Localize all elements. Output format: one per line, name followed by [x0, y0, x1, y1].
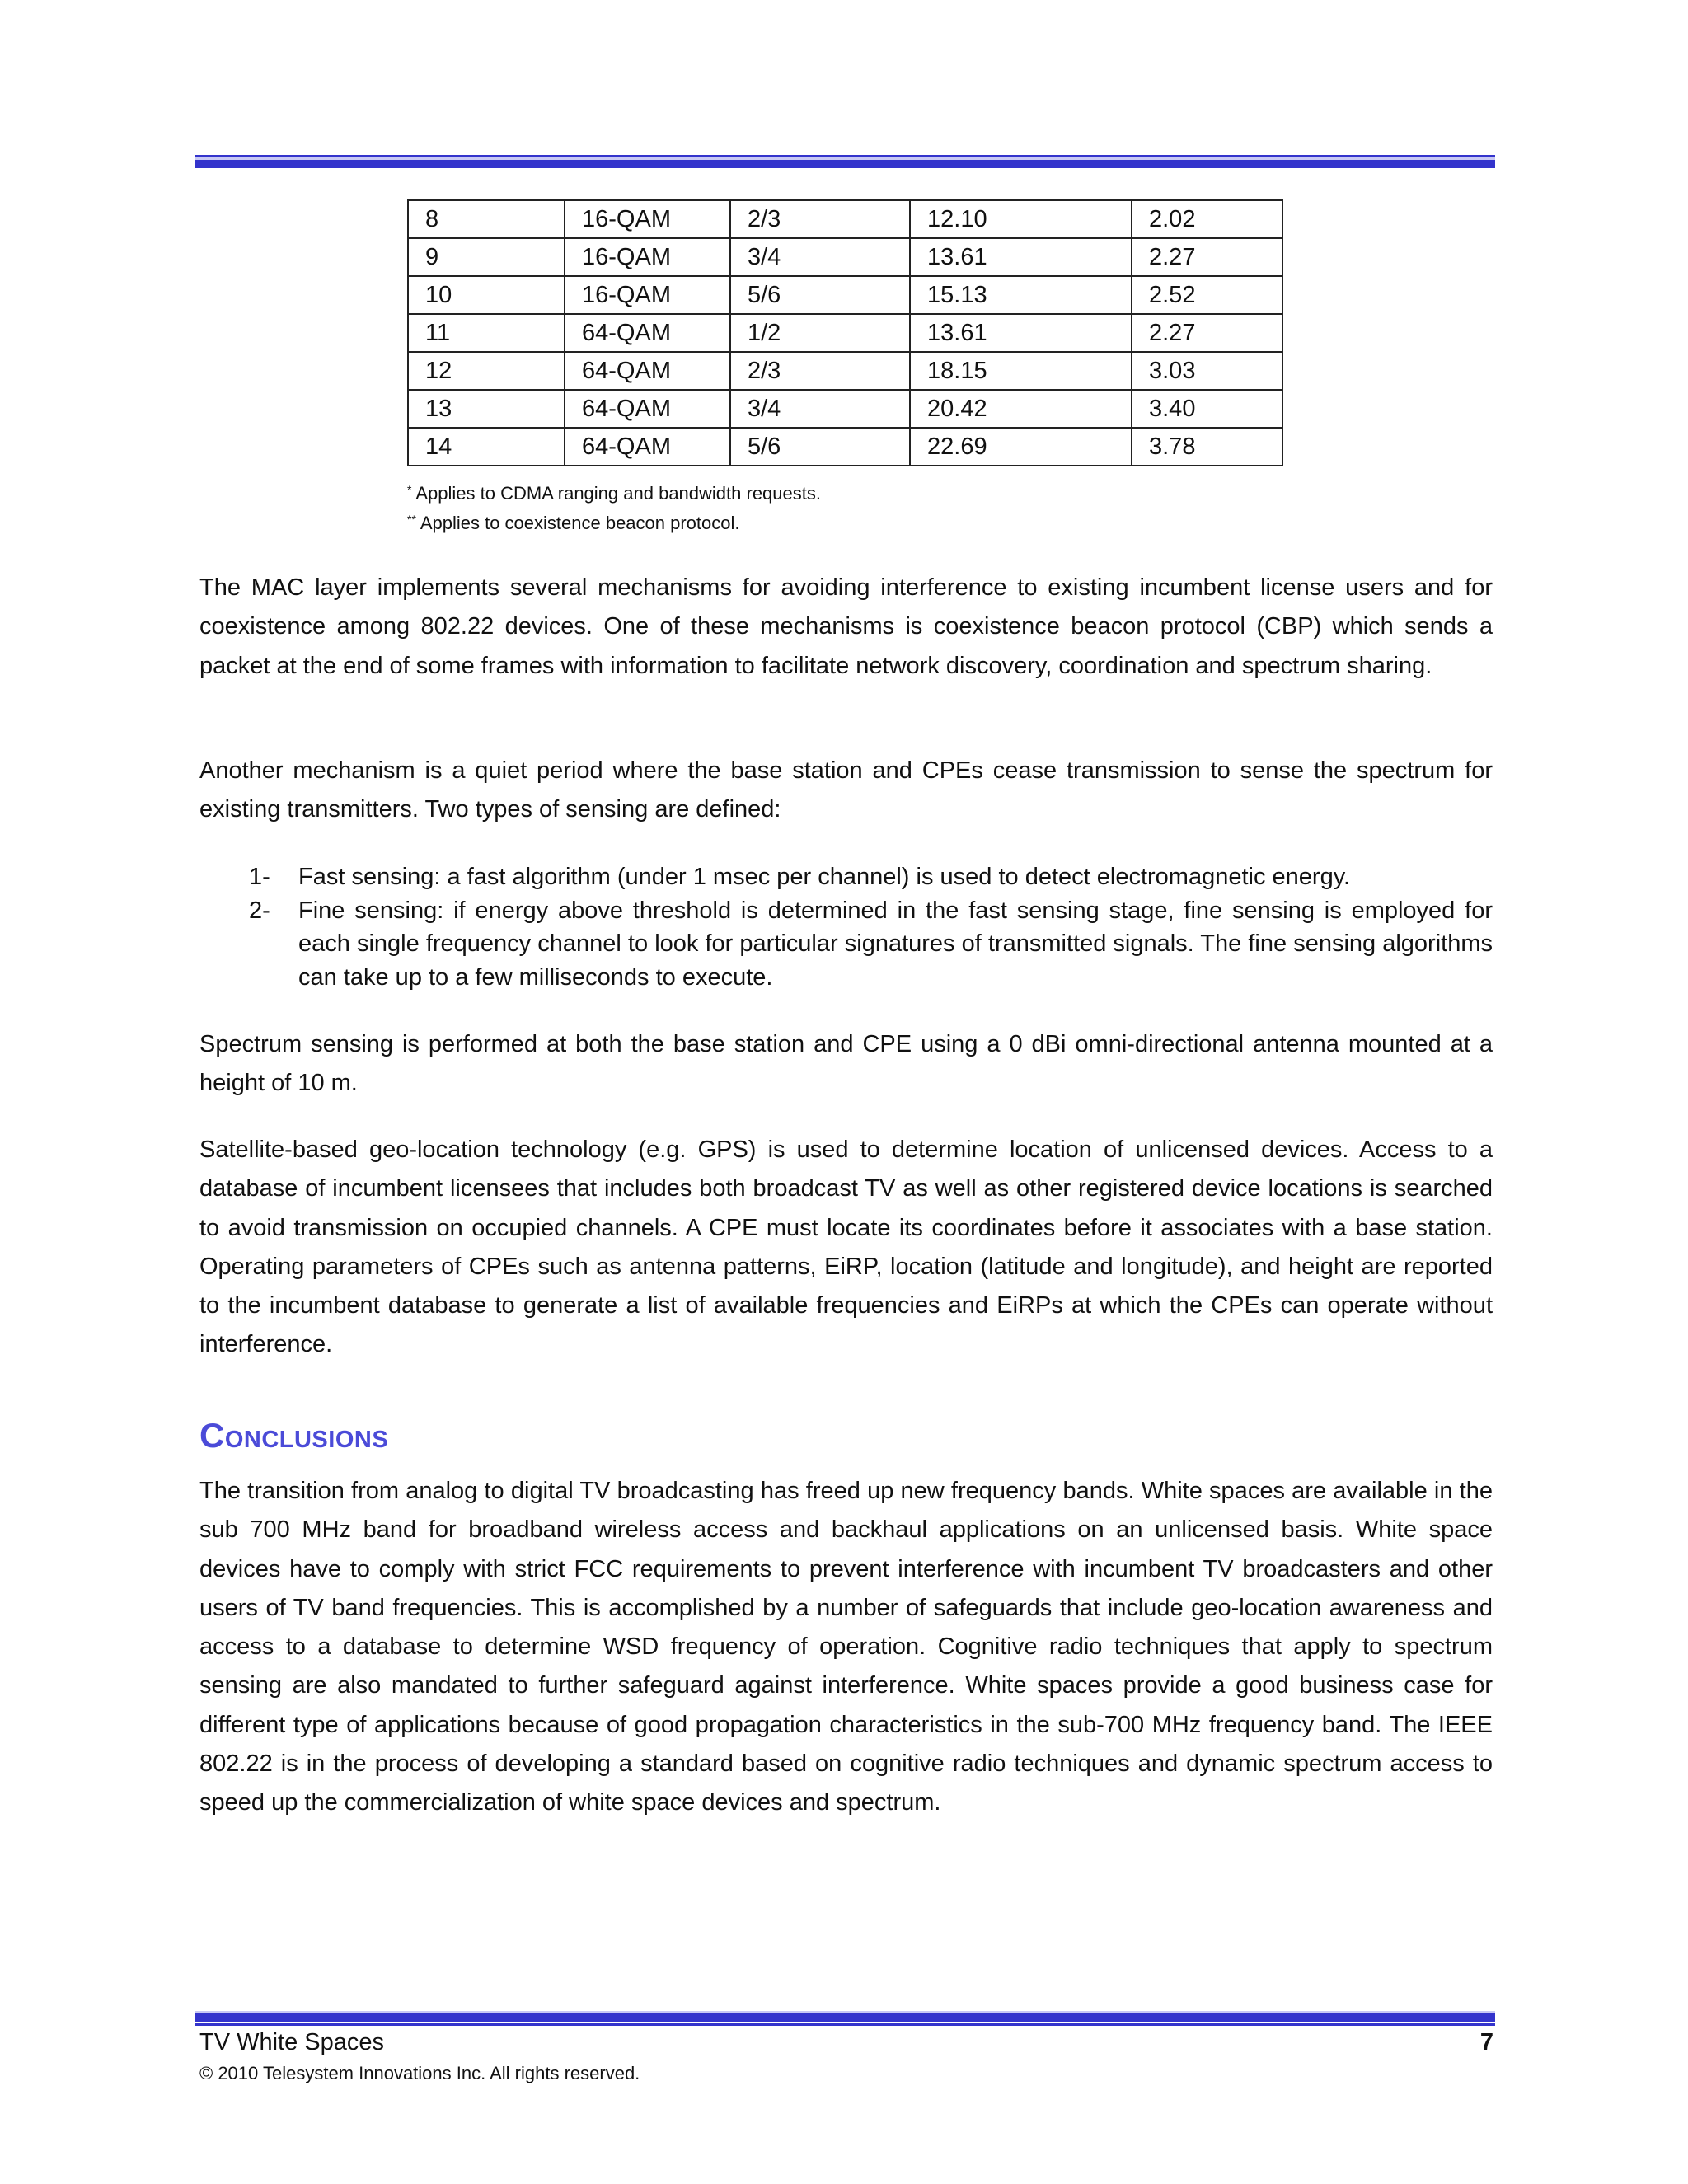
sensing-list: [199, 860, 1493, 994]
table-cell: 2.27: [1132, 314, 1282, 352]
list-item: [199, 860, 1493, 894]
table-cell: 16-QAM: [565, 276, 730, 314]
paragraph-conclusions: The transition from analog to digital TV broadcasting has freed up new frequency bands. White spaces are available in the sub 700 MHz band for broadband wireless access and backhaul applications on an unlicensed basis. White space devices have to comply with strict FCC requirements to prevent interference with incumbent TV broadcasters and other users of TV band frequencies. This is accomplished by a number of safeguards that include geo-location awareness and access to a database to determine WSD frequency of operation. Cognitive radio techniques that apply to spectrum sensing are also mandated to further safeguard against interference. White spaces provide a good business case for different type of applications because of good propagation characteristics in the sub-700 MHz frequency band. The IEEE 802.22 is in the process of developing a standard based on cognitive radio techniques and dynamic spectrum access to speed up the commercialization of white space devices and spectrum.: [199, 1478, 1493, 1816]
footer-copyright: © 2010 Telesystem Innovations Inc. All rights reserved.: [199, 2063, 640, 2083]
footnote-text: Applies to CDMA ranging and bandwidth requests.: [415, 483, 821, 504]
table-cell: 18.15: [910, 352, 1132, 390]
footnote-mark: *: [407, 483, 412, 496]
paragraph-quiet-period: Another mechanism is a quiet period where the base station and CPEs cease transmission to sense the spectrum for existing transmitters. Two types of sensing are defined:: [199, 757, 1493, 823]
table-cell: 9: [408, 238, 565, 276]
table-cell: 2/3: [730, 200, 910, 238]
table-cell: 13: [408, 390, 565, 428]
list-number: 2-: [249, 897, 270, 924]
footnote-mark: **: [407, 513, 416, 526]
list-number: 1-: [249, 864, 270, 890]
table-cell: 64-QAM: [565, 428, 730, 466]
table-cell: 3.03: [1132, 352, 1282, 390]
table-row: [408, 352, 1282, 390]
table-row: [408, 390, 1282, 428]
section-heading-conclusions: Conclusions: [199, 1416, 389, 1455]
table-cell: 1/2: [730, 314, 910, 352]
table-cell: 8: [408, 200, 565, 238]
table-cell: 10: [408, 276, 565, 314]
table-cell: 22.69: [910, 428, 1132, 466]
table-cell: 20.42: [910, 390, 1132, 428]
table-cell: 64-QAM: [565, 314, 730, 352]
footnote-2: [407, 513, 740, 534]
table-cell: 5/6: [730, 276, 910, 314]
list-text: Fine sensing: if energy above threshold is determined in the fast sensing stage, fine sensing is employed for each single frequency channel to look for particular signatures of transmitted signals. The fine sensing algorithms can take up to a few milliseconds to execute.: [298, 897, 1493, 991]
table-cell: 2/3: [730, 352, 910, 390]
table-cell: 2.52: [1132, 276, 1282, 314]
table-cell: 3.78: [1132, 428, 1282, 466]
table-cell: 11: [408, 314, 565, 352]
paragraph-spectrum-sensing: Spectrum sensing is performed at both the base station and CPE using a 0 dBi omni-directional antenna mounted at a height of 10 m.: [199, 1031, 1493, 1097]
table-cell: 2.02: [1132, 200, 1282, 238]
paragraph-mac-layer: The MAC layer implements several mechanisms for avoiding interference to existing incumbent license users and for coexistence among 802.22 devices. One of these mechanisms is coexistence beacon protocol (CBP) which sends a packet at the end of some frames with information to facilitate network discovery, coordination and spectrum sharing.: [199, 574, 1493, 679]
table-cell: 64-QAM: [565, 352, 730, 390]
table-cell: 12.10: [910, 200, 1132, 238]
list-item: [199, 894, 1493, 995]
table-cell: 5/6: [730, 428, 910, 466]
table-row: [408, 238, 1282, 276]
footer-title: TV White Spaces: [199, 2029, 385, 2055]
modulation-table: [407, 199, 1283, 466]
table-cell: 15.13: [910, 276, 1132, 314]
table-row: [408, 276, 1282, 314]
paragraph-geo-location: Satellite-based geo-location technology (e.g. GPS) is used to determine location of unlicensed devices. Access to a database of incumbent licensees that includes both broadcast TV as well as other registered device locations is searched to avoid transmission on occupied channels. A CPE must locate its coordinates before it associates with a base station. Operating parameters of CPEs such as antenna patterns, EiRP, location (latitude and longitude), and height are reported to the incumbent database to generate a list of available frequencies and EiRPs at which the CPEs can operate without interference.: [199, 1137, 1493, 1358]
table-cell: 13.61: [910, 238, 1132, 276]
table-row: [408, 314, 1282, 352]
table-cell: 16-QAM: [565, 200, 730, 238]
footer-rule: [195, 2011, 1495, 2026]
table-cell: 13.61: [910, 314, 1132, 352]
footnote-1: [407, 483, 821, 504]
footnote-text: Applies to coexistence beacon protocol.: [420, 513, 740, 533]
table-cell: 14: [408, 428, 565, 466]
table-cell: 3/4: [730, 238, 910, 276]
table-cell: 2.27: [1132, 238, 1282, 276]
table-cell: 3.40: [1132, 390, 1282, 428]
table-row: [408, 428, 1282, 466]
page-number: 7: [1479, 2029, 1493, 2055]
table-cell: 12: [408, 352, 565, 390]
list-text: Fast sensing: a fast algorithm (under 1 msec per channel) is used to detect electromagnetic energy.: [298, 864, 1351, 890]
table-cell: 64-QAM: [565, 390, 730, 428]
table-cell: 16-QAM: [565, 238, 730, 276]
header-rule: [195, 155, 1495, 168]
table-cell: 3/4: [730, 390, 910, 428]
table-row: [408, 200, 1282, 238]
